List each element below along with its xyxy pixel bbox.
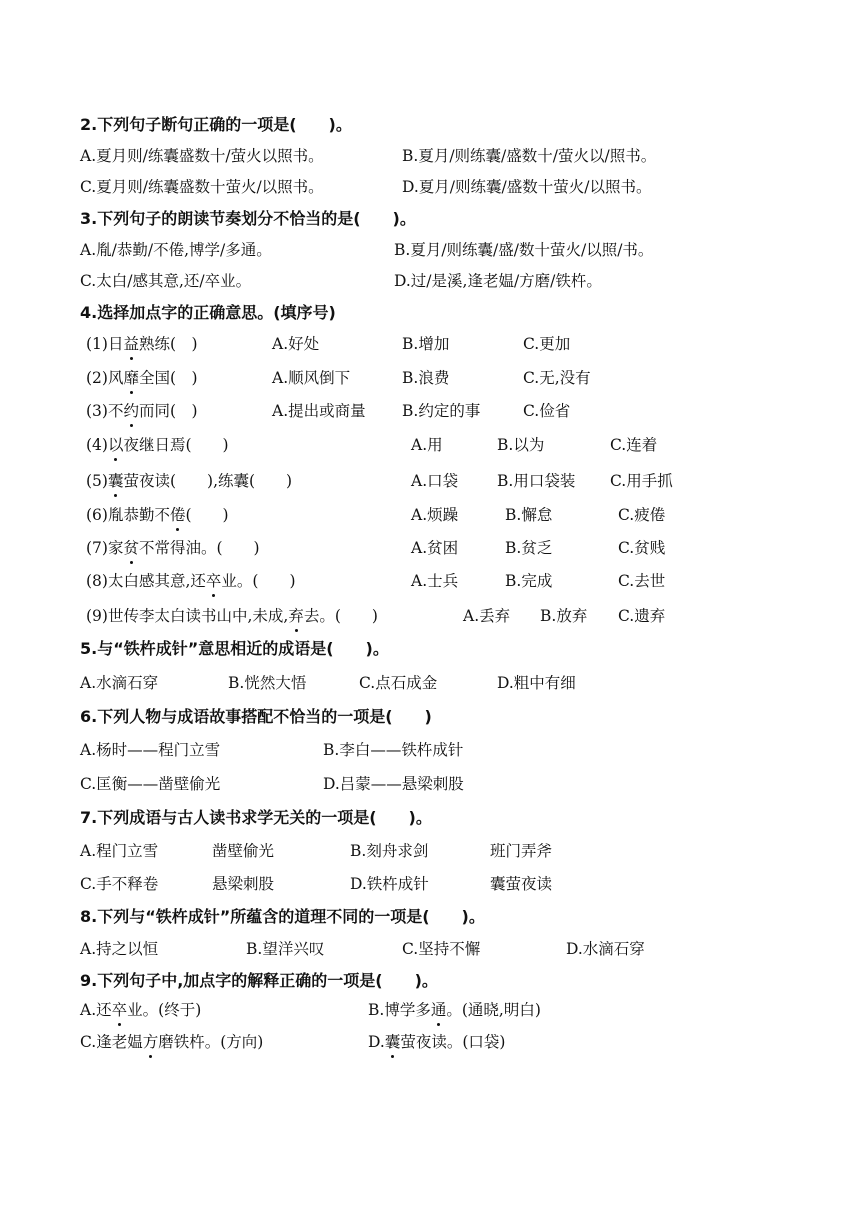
q4-item-6-option-b: B.懈怠 [505, 506, 553, 524]
q4-item-1-option-b: B.增加 [402, 335, 450, 353]
q9-option-c [80, 1030, 263, 1052]
q2-option-c: C.夏月则/练囊盛数十萤火/以照书。 [80, 178, 324, 196]
q4-item-text-after: 而同( ) [138, 402, 198, 420]
q4-item-4-option-c: C.连着 [610, 436, 658, 454]
q2-option-b: B.夏月/则练囊/盛数十/萤火以/照书。 [402, 147, 657, 165]
q4-item-dotted-char: 约 [123, 399, 139, 421]
q2-option-d: D.夏月/则练囊/盛数十萤火/以照书。 [402, 178, 652, 196]
q5-option-c: C.点石成金 [359, 674, 438, 692]
q4-item-3-option-c: C.俭省 [523, 402, 571, 420]
q3-option-d: D.过/是溪,逢老媪/方磨/铁杵。 [394, 272, 602, 290]
q4-item-text-before: (5) [86, 472, 108, 490]
q6-option-a: A.杨时——程门立雪 [80, 741, 221, 759]
q9-c-text-before: C.逢老媪 [80, 1033, 143, 1051]
q4-item-1-option-a: A.好处 [272, 335, 320, 353]
q9-option-d [368, 1030, 505, 1052]
q4-item-7-option-b: B.贫乏 [505, 539, 553, 557]
q5-option-b: B.恍然大悟 [228, 674, 307, 692]
q7-option-d-1: D.铁杵成针 [350, 875, 429, 893]
q4-item-text-after: 去。( ) [303, 607, 378, 625]
q3-option-b: B.夏月/则练囊/盛/数十萤火/以照/书。 [394, 241, 654, 259]
q7-option-c-1: C.手不释卷 [80, 875, 159, 893]
q9-d-dotted-char: 囊 [385, 1030, 401, 1052]
q4-item-text-after: 萤夜读( ),练囊( ) [123, 472, 293, 490]
q9-b-dotted-char: 通 [431, 998, 447, 1020]
q9-a-dotted-char: 卒 [112, 998, 128, 1020]
q9-a-text-after: 业。(终于) [127, 1001, 202, 1019]
q4-item-8-option-b: B.完成 [505, 572, 553, 590]
q4-item-dotted-char: 卒 [206, 569, 222, 591]
q3-option-a: A.胤/恭勤/不倦,博学/多通。 [80, 241, 272, 259]
q4-item-2-stem [86, 366, 198, 388]
q6-option-c: C.匡衡——凿壁偷光 [80, 775, 221, 793]
q4-item-text-before: (7)家 [86, 539, 124, 557]
q4-item-5-option-c: C.用手抓 [610, 472, 673, 490]
q4-item-dotted-char: 贫 [123, 536, 139, 558]
q4-item-dotted-char: 囊 [108, 469, 124, 491]
q2-option-a: A.夏月则/练囊盛数十/萤火以照书。 [80, 147, 324, 165]
q4-item-6-option-c: C.疲倦 [618, 506, 666, 524]
q4-item-text-after: ( ) [185, 506, 229, 524]
q8-option-b: B.望洋兴叹 [246, 940, 325, 958]
q4-item-5-stem [86, 469, 292, 491]
q4-item-dotted-char: 靡 [123, 366, 139, 388]
q7-option-c-2: 悬梁刺股 [212, 875, 275, 893]
q4-item-text-after: 不常得油。( ) [138, 539, 260, 557]
q8-option-d: D.水滴石穿 [566, 940, 645, 958]
q4-item-4-stem [86, 433, 229, 455]
q6-option-d: D.吕蒙——悬梁刺股 [323, 775, 464, 793]
q4-item-2-option-a: A.顺风倒下 [272, 369, 351, 387]
q6-option-b: B.李白——铁杵成针 [323, 741, 464, 759]
q4-item-8-stem [86, 569, 296, 591]
q4-item-9-option-b: B.放弃 [540, 607, 588, 625]
q7-option-b-1: B.刻舟求剑 [350, 842, 429, 860]
q4-item-7-option-a: A.贫困 [411, 539, 459, 557]
q4-item-5-option-a: A.口袋 [411, 472, 459, 490]
q4-item-5-option-b: B.用口袋装 [497, 472, 576, 490]
question-7-stem: 7.下列成语与古人读书求学无关的一项是( )。 [80, 808, 432, 827]
q4-item-4-option-a: A.用 [411, 436, 443, 454]
q4-item-8-option-c: C.去世 [618, 572, 666, 590]
q4-item-9-stem [86, 604, 378, 626]
question-4-stem: 4.选择加点字的正确意思。(填序号) [80, 303, 336, 322]
q7-option-a-1: A.程门立雪 [80, 842, 159, 860]
q4-item-text-before: (2)风 [86, 369, 124, 387]
q4-item-1-stem [86, 332, 198, 354]
q4-item-text-after: 熟练( ) [138, 335, 198, 353]
q4-item-1-option-c: C.更加 [523, 335, 571, 353]
question-2-stem: 2.下列句子断句正确的一项是( )。 [80, 115, 352, 134]
q4-item-6-option-a: A.烦躁 [411, 506, 459, 524]
q4-item-3-option-b: B.约定的事 [402, 402, 481, 420]
q4-item-dotted-char: 倦 [170, 503, 186, 525]
q3-option-c: C.太白/感其意,还/卒业。 [80, 272, 252, 290]
q4-item-7-stem [86, 536, 260, 558]
question-5-stem: 5.与“铁杵成针”意思相近的成语是( )。 [80, 639, 389, 658]
q7-option-b-2: 班门弄斧 [490, 842, 553, 860]
q4-item-dotted-char: 弃 [288, 604, 304, 626]
q4-item-text-before: (1)日 [86, 335, 124, 353]
q9-a-text-before: A.还 [80, 1001, 112, 1019]
question-6-stem: 6.下列人物与成语故事搭配不恰当的一项是( ) [80, 707, 432, 726]
q4-item-text-after: 全国( ) [138, 369, 198, 387]
question-8-stem: 8.下列与“铁杵成针”所蕴含的道理不同的一项是( )。 [80, 907, 485, 926]
q9-d-text-after: 萤夜读。(口袋) [400, 1033, 506, 1051]
q4-item-2-option-b: B.浪费 [402, 369, 450, 387]
q9-option-b [368, 998, 541, 1020]
q4-item-9-option-c: C.遗弃 [618, 607, 666, 625]
q4-item-dotted-char: 益 [123, 332, 139, 354]
q4-item-8-option-a: A.士兵 [411, 572, 459, 590]
q4-item-3-option-a: A.提出或商量 [272, 402, 366, 420]
question-3-stem: 3.下列句子的朗读节奏划分不恰当的是( )。 [80, 209, 416, 228]
q4-item-9-option-a: A.丢弃 [463, 607, 511, 625]
q9-option-a [80, 998, 201, 1020]
q9-c-text-after: 磨铁杵。(方向) [158, 1033, 264, 1051]
q8-option-c: C.坚持不懈 [402, 940, 481, 958]
q4-item-text-before: (6)胤恭勤不 [86, 506, 170, 524]
q4-item-4-option-b: B.以为 [497, 436, 545, 454]
q4-item-text-after: 业。( ) [221, 572, 296, 590]
q4-item-3-stem [86, 399, 198, 421]
q4-item-6-stem [86, 503, 229, 525]
q4-item-text-before: (8)太白感其意,还 [86, 572, 206, 590]
q5-option-d: D.粗中有细 [497, 674, 576, 692]
q9-b-text-before: B.博学多 [368, 1001, 431, 1019]
q4-item-text-before: (4) [86, 436, 108, 454]
q9-b-text-after: 。(通晓,明白) [446, 1001, 541, 1019]
q4-item-text-before: (3)不 [86, 402, 124, 420]
q8-option-a: A.持之以恒 [80, 940, 159, 958]
q4-item-7-option-c: C.贫贱 [618, 539, 666, 557]
question-9-stem: 9.下列句子中,加点字的解释正确的一项是( )。 [80, 971, 438, 990]
q4-item-text-before: (9)世传李太白读书山中,未成, [86, 607, 289, 625]
q9-d-text-before: D. [368, 1033, 385, 1051]
q4-item-2-option-c: C.无,没有 [523, 369, 591, 387]
q4-item-text-after: 夜继日焉( ) [123, 436, 229, 454]
q7-option-a-2: 凿壁偷光 [212, 842, 275, 860]
q5-option-a: A.水滴石穿 [80, 674, 159, 692]
q4-item-dotted-char: 以 [108, 433, 124, 455]
q7-option-d-2: 囊萤夜读 [490, 875, 553, 893]
q9-c-dotted-char: 方 [143, 1030, 159, 1052]
